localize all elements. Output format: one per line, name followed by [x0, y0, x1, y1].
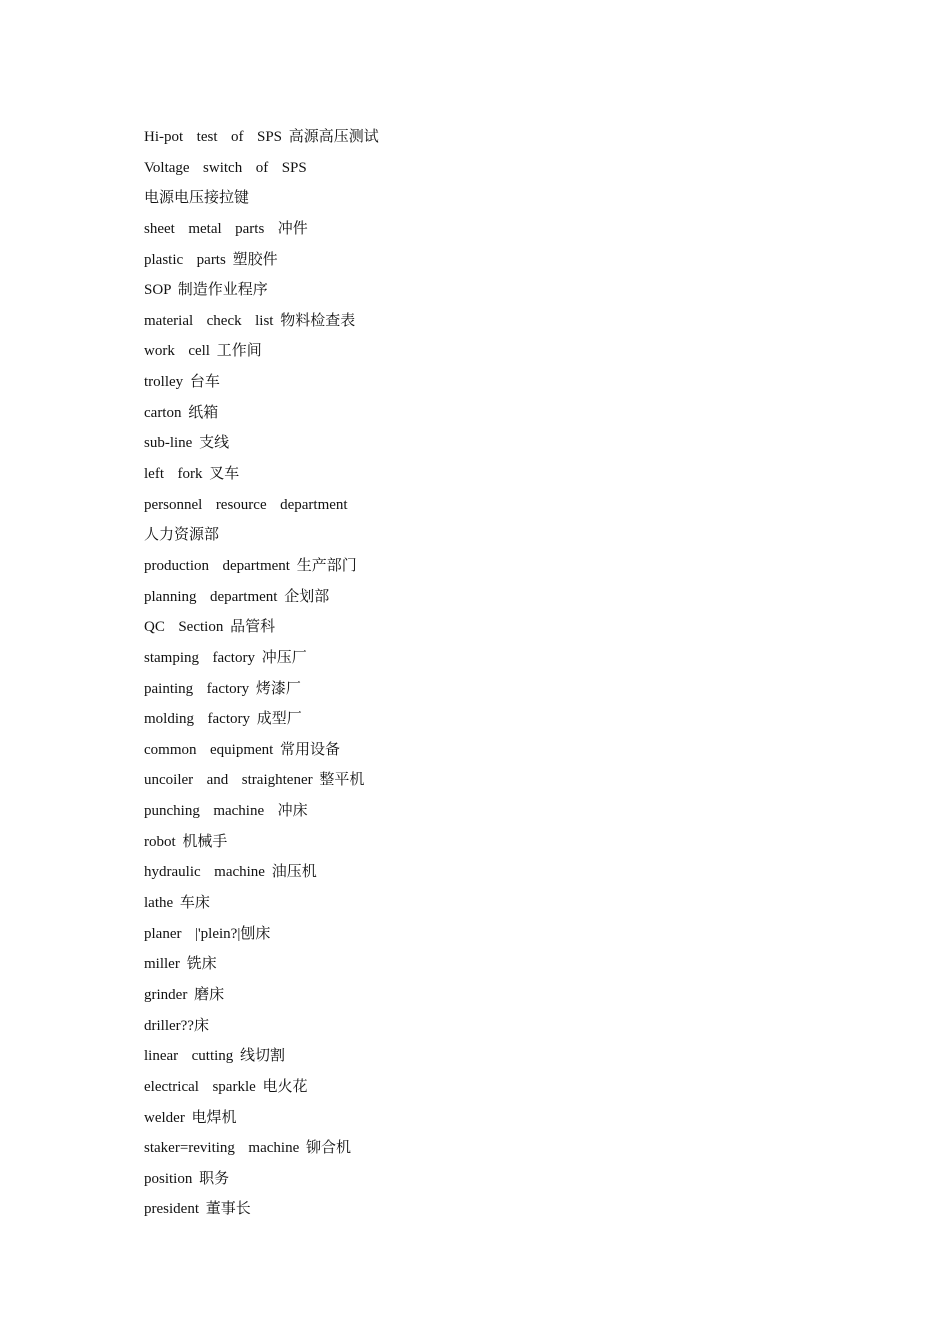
vocabulary-line: robot 机械手 — [144, 833, 228, 850]
vocabulary-line: sub-line 支线 — [144, 435, 230, 452]
vocabulary-line: president 董事长 — [144, 1201, 251, 1218]
vocabulary-line: planning department 企划部 — [144, 588, 330, 605]
vocabulary-line: trolley 台车 — [144, 374, 220, 391]
vocabulary-line: staker=reviting machine 铆合机 — [144, 1140, 351, 1157]
vocabulary-line: driller??床 — [144, 1017, 209, 1034]
vocabulary-line: material check list 物料检查表 — [144, 312, 356, 329]
vocabulary-line: 人力资源部 — [144, 527, 220, 544]
vocabulary-line: linear cutting 线切割 — [144, 1048, 286, 1065]
vocabulary-line: punching machine 冲床 — [144, 803, 308, 820]
vocabulary-line: QC Section 品管科 — [144, 619, 276, 636]
vocabulary-line: lathe 车床 — [144, 895, 210, 912]
vocabulary-line: stamping factory 冲压厂 — [144, 649, 307, 666]
vocabulary-line: SOP 制造作业程序 — [144, 282, 268, 299]
vocabulary-line: Hi-pot test of SPS 高源高压测试 — [144, 129, 379, 145]
vocabulary-line: welder 电焊机 — [144, 1109, 237, 1126]
vocabulary-line: 电源电压接拉键 — [144, 190, 250, 207]
vocabulary-line: molding factory 成型厂 — [144, 711, 302, 728]
vocabulary-line: planer |'plein?|刨床 — [144, 925, 271, 942]
vocabulary-line: uncoiler and straightener 整平机 — [144, 772, 365, 789]
vocabulary-line: sheet metal parts 冲件 — [144, 220, 308, 237]
vocabulary-line: Voltage switch of SPS — [144, 159, 307, 176]
vocabulary-line: hydraulic machine 油压机 — [144, 864, 317, 881]
vocabulary-line: position 职务 — [144, 1170, 230, 1187]
vocabulary-line: work cell 工作间 — [144, 343, 262, 360]
vocabulary-line: personnel resource department — [144, 496, 348, 513]
vocabulary-line: production department 生产部门 — [144, 557, 357, 574]
vocabulary-line: electrical sparkle 电火花 — [144, 1078, 308, 1095]
vocabulary-line: grinder 磨床 — [144, 986, 225, 1003]
vocabulary-list — [144, 124, 379, 1227]
vocabulary-line: miller 铣床 — [144, 956, 217, 973]
vocabulary-line: common equipment 常用设备 — [144, 741, 341, 758]
vocabulary-line: plastic parts 塑胶件 — [144, 251, 278, 268]
vocabulary-line: left fork 叉车 — [144, 466, 240, 483]
vocabulary-line: carton 纸箱 — [144, 404, 219, 421]
vocabulary-line: painting factory 烤漆厂 — [144, 680, 301, 697]
